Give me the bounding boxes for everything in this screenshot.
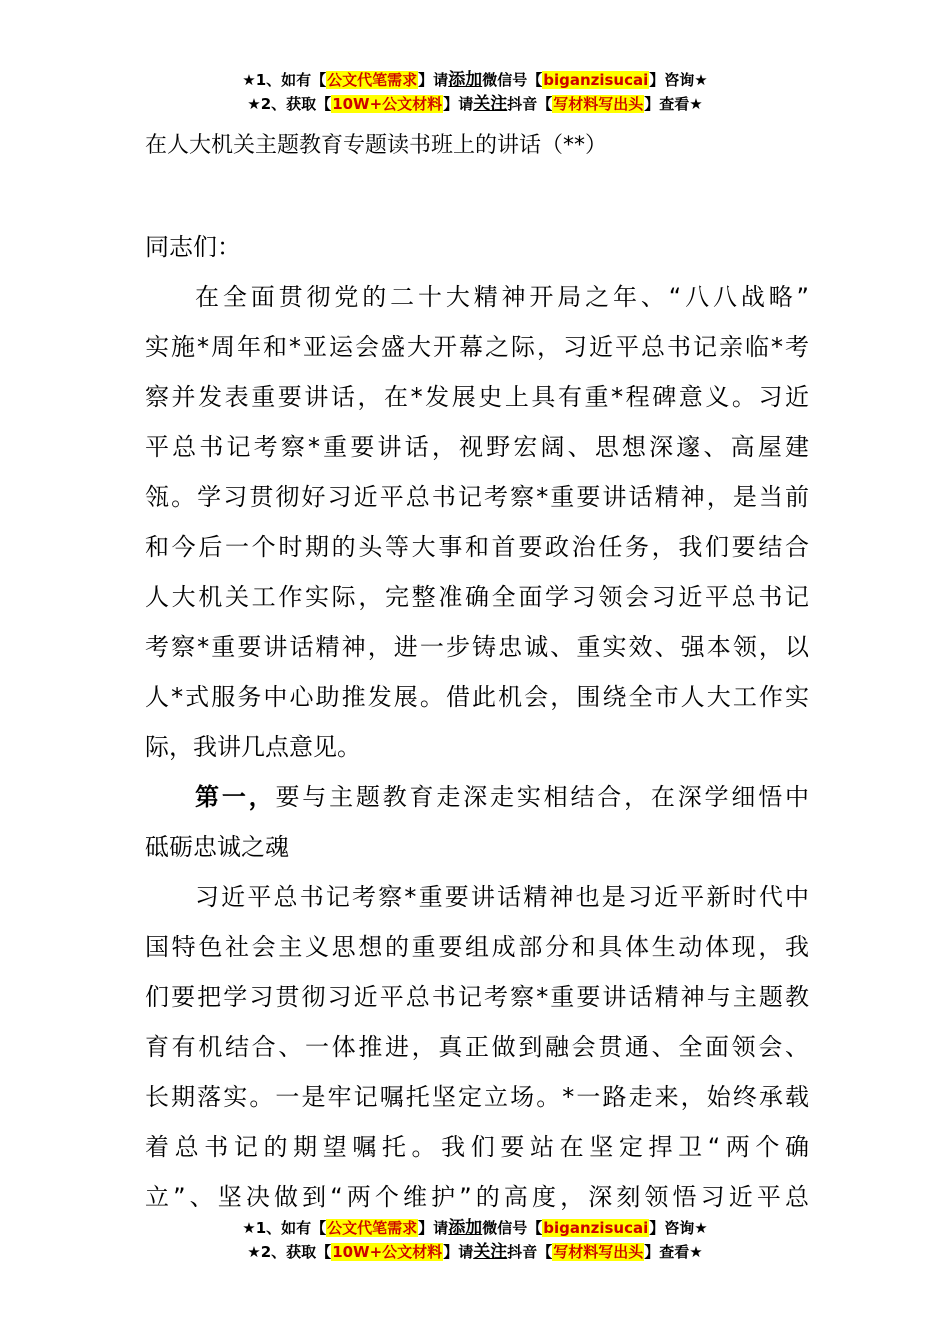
promo-text: 】咨询★	[649, 71, 708, 89]
body-line: 长期落实。一是牢记嘱托坚定立场。*一路走来，始终承载	[145, 1083, 809, 1111]
body-line: 人*式服务中心助推发展。借此机会，围绕全市人大工作实	[145, 683, 809, 711]
body-line: 瓴。学习贯彻好习近平总书记考察*重要讲话精神，是当前	[145, 483, 809, 511]
promo-highlight: 公文代笔需求	[327, 1219, 418, 1237]
body-line: 们要把学习贯彻习近平总书记考察*重要讲话精神与主题教	[145, 983, 809, 1011]
promo-text: 微信号【	[482, 1219, 543, 1237]
body-line: 人大机关工作实际，完整准确全面学习领会习近平总书记	[145, 583, 809, 611]
body-line: 育有机结合、一体推进，真正做到融会贯通、全面领会、	[145, 1033, 809, 1061]
promo-text: ★1、如有【	[242, 1219, 327, 1237]
promo-underline: 关注	[473, 1242, 508, 1262]
body-line: 着总书记的期望嘱托。我们要站在坚定捍卫“两个确	[145, 1133, 809, 1161]
promo-highlight: 10W+公文材料	[332, 95, 443, 113]
promo-text: ★2、获取【	[247, 1243, 332, 1261]
body-line: 习近平总书记考察*重要讲话精神也是习近平新时代中	[195, 883, 809, 911]
promo-text: 】请	[443, 95, 474, 113]
section-heading-line	[145, 772, 809, 822]
body-line: 察并发表重要讲话，在*发展史上具有重*程碑意义。习近	[145, 383, 809, 411]
promo-highlight: 公文代笔需求	[327, 71, 418, 89]
body-line: 际，我讲几点意见。	[145, 733, 361, 761]
promo-underline: 添加	[448, 70, 483, 90]
section-heading-line: 砥砺忠诚之魂	[145, 833, 289, 861]
promo-underline: 添加	[448, 1218, 483, 1238]
promo-text: 】请	[418, 1219, 449, 1237]
promo-highlight: biganzisucai	[543, 1219, 649, 1237]
promo-banner-bottom	[0, 1216, 950, 1264]
body-line: 国特色社会主义思想的重要组成部分和具体生动体现，我	[145, 933, 809, 961]
document-title: 在人大机关主题教育专题读书班上的讲话（**）	[145, 133, 608, 158]
promo-text: 】咨询★	[649, 1219, 708, 1237]
promo-text: 抖音【	[507, 95, 553, 113]
body-line: 立”、坚决做到“两个维护”的高度，深刻领悟习近平总	[145, 1183, 809, 1211]
body-line: 实施*周年和*亚运会盛大开幕之际，习近平总书记亲临*考	[145, 333, 809, 361]
promo-highlight: 写材料写出头	[553, 1243, 644, 1261]
document-body	[145, 222, 809, 1222]
promo-text: 】请	[418, 71, 449, 89]
promo-text: 】请	[443, 1243, 474, 1261]
promo-text: ★2、获取【	[247, 95, 332, 113]
promo-line-2	[0, 92, 950, 116]
promo-text: 】查看★	[644, 95, 703, 113]
promo-line-1	[0, 1216, 950, 1240]
promo-highlight: 10W+公文材料	[332, 1243, 443, 1261]
promo-text: 抖音【	[507, 1243, 553, 1261]
promo-underline: 关注	[473, 94, 508, 114]
greeting: 同志们：	[145, 233, 241, 261]
body-line: 平总书记考察*重要讲话，视野宏阔、思想深邃、高屋建	[145, 433, 809, 461]
promo-text: 】查看★	[644, 1243, 703, 1261]
body-line: 考察*重要讲话精神，进一步铸忠诚、重实效、强本领，以	[145, 633, 809, 661]
promo-line-1	[0, 68, 950, 92]
section-number: 第一，	[195, 783, 276, 811]
promo-line-2	[0, 1240, 950, 1264]
promo-text: ★1、如有【	[242, 71, 327, 89]
promo-banner-top	[0, 68, 950, 116]
promo-highlight: biganzisucai	[543, 71, 649, 89]
promo-text: 微信号【	[482, 71, 543, 89]
body-line: 和今后一个时期的头等大事和首要政治任务，我们要结合	[145, 533, 809, 561]
body-line: 在全面贯彻党的二十大精神开局之年、“八八战略”	[195, 283, 809, 311]
promo-highlight: 写材料写出头	[553, 95, 644, 113]
section-heading-text: 要与主题教育走深走实相结合，在深学细悟中	[275, 783, 810, 811]
